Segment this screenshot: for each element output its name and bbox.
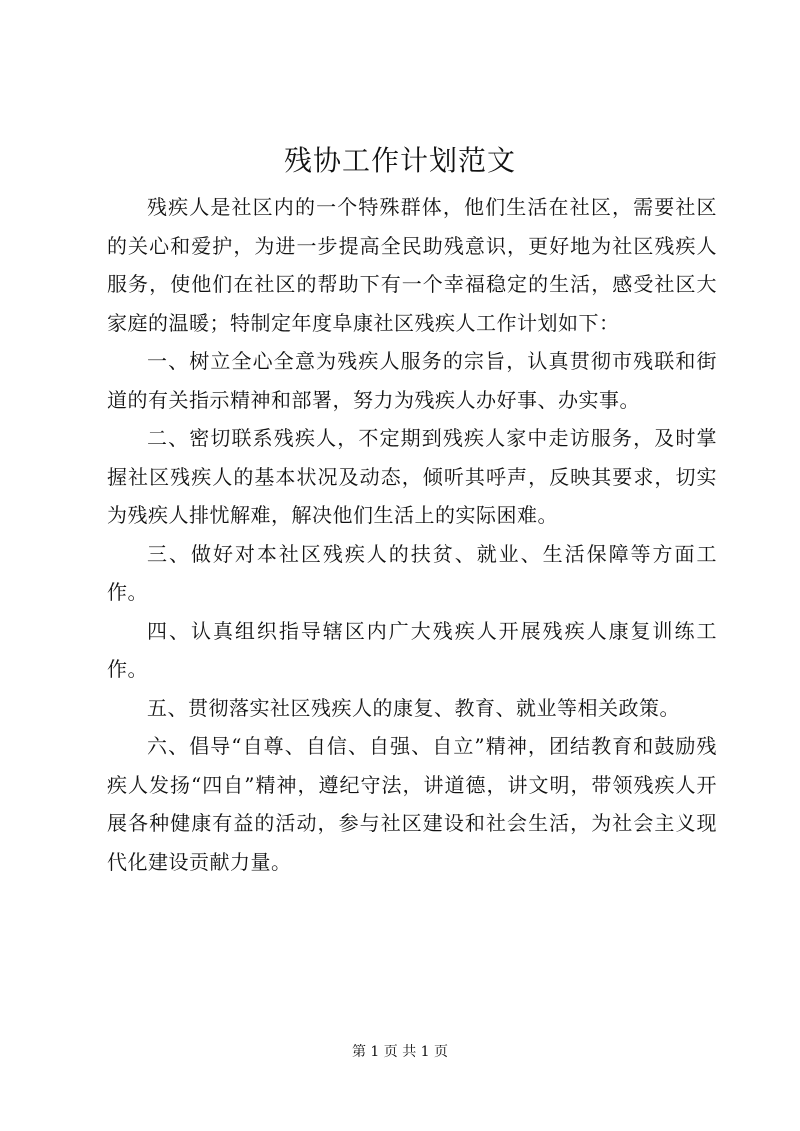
paragraph-item-6: 六、倡导“自尊、自信、自强、自立”精神，团结教育和鼓励残疾人发扬“四自”精神，遵纪守法，讲道德，讲文明，带领残疾人开展各种健康有益的活动，参与社区建设和社会生活，为社会主义现代化建设贡献力量。 [107,734,717,874]
paragraph-item-2: 二、密切联系残疾人，不定期到残疾人家中走访服务，及时掌握社区残疾人的基本状况及动态，倾听其呼声，反映其要求，切实为残疾人排忧解难，解决他们生活上的实际困难。 [107,426,717,527]
paragraph-intro: 残疾人是社区内的一个特殊群体，他们生活在社区，需要社区的关心和爱护，为进一步提高全民助残意识，更好地为社区残疾人服务，使他们在社区的帮助下有一个幸福稳定的生活，感受社区大家庭的温暖；特制定年度阜康社区残疾人工作计划如下： [107,195,717,335]
paragraph-item-4: 四、认真组织指导辖区内广大残疾人开展残疾人康复训练工作。 [107,618,717,681]
paragraph-item-3: 三、做好对本社区残疾人的扶贫、就业、生活保障等方面工作。 [107,541,717,604]
document-body [107,188,717,881]
paragraph-item-5: 五、贯彻落实社区残疾人的康复、教育、就业等相关政策。 [147,695,680,720]
paragraph-item-1: 一、树立全心全意为残疾人服务的宗旨，认真贯彻市残联和街道的有关指示精神和部署，努力为残疾人办好事、办实事。 [107,349,717,412]
page-footer: 第 1 页 共 1 页 [351,1044,449,1060]
document-title: 残协工作计划范文 [283,144,516,177]
